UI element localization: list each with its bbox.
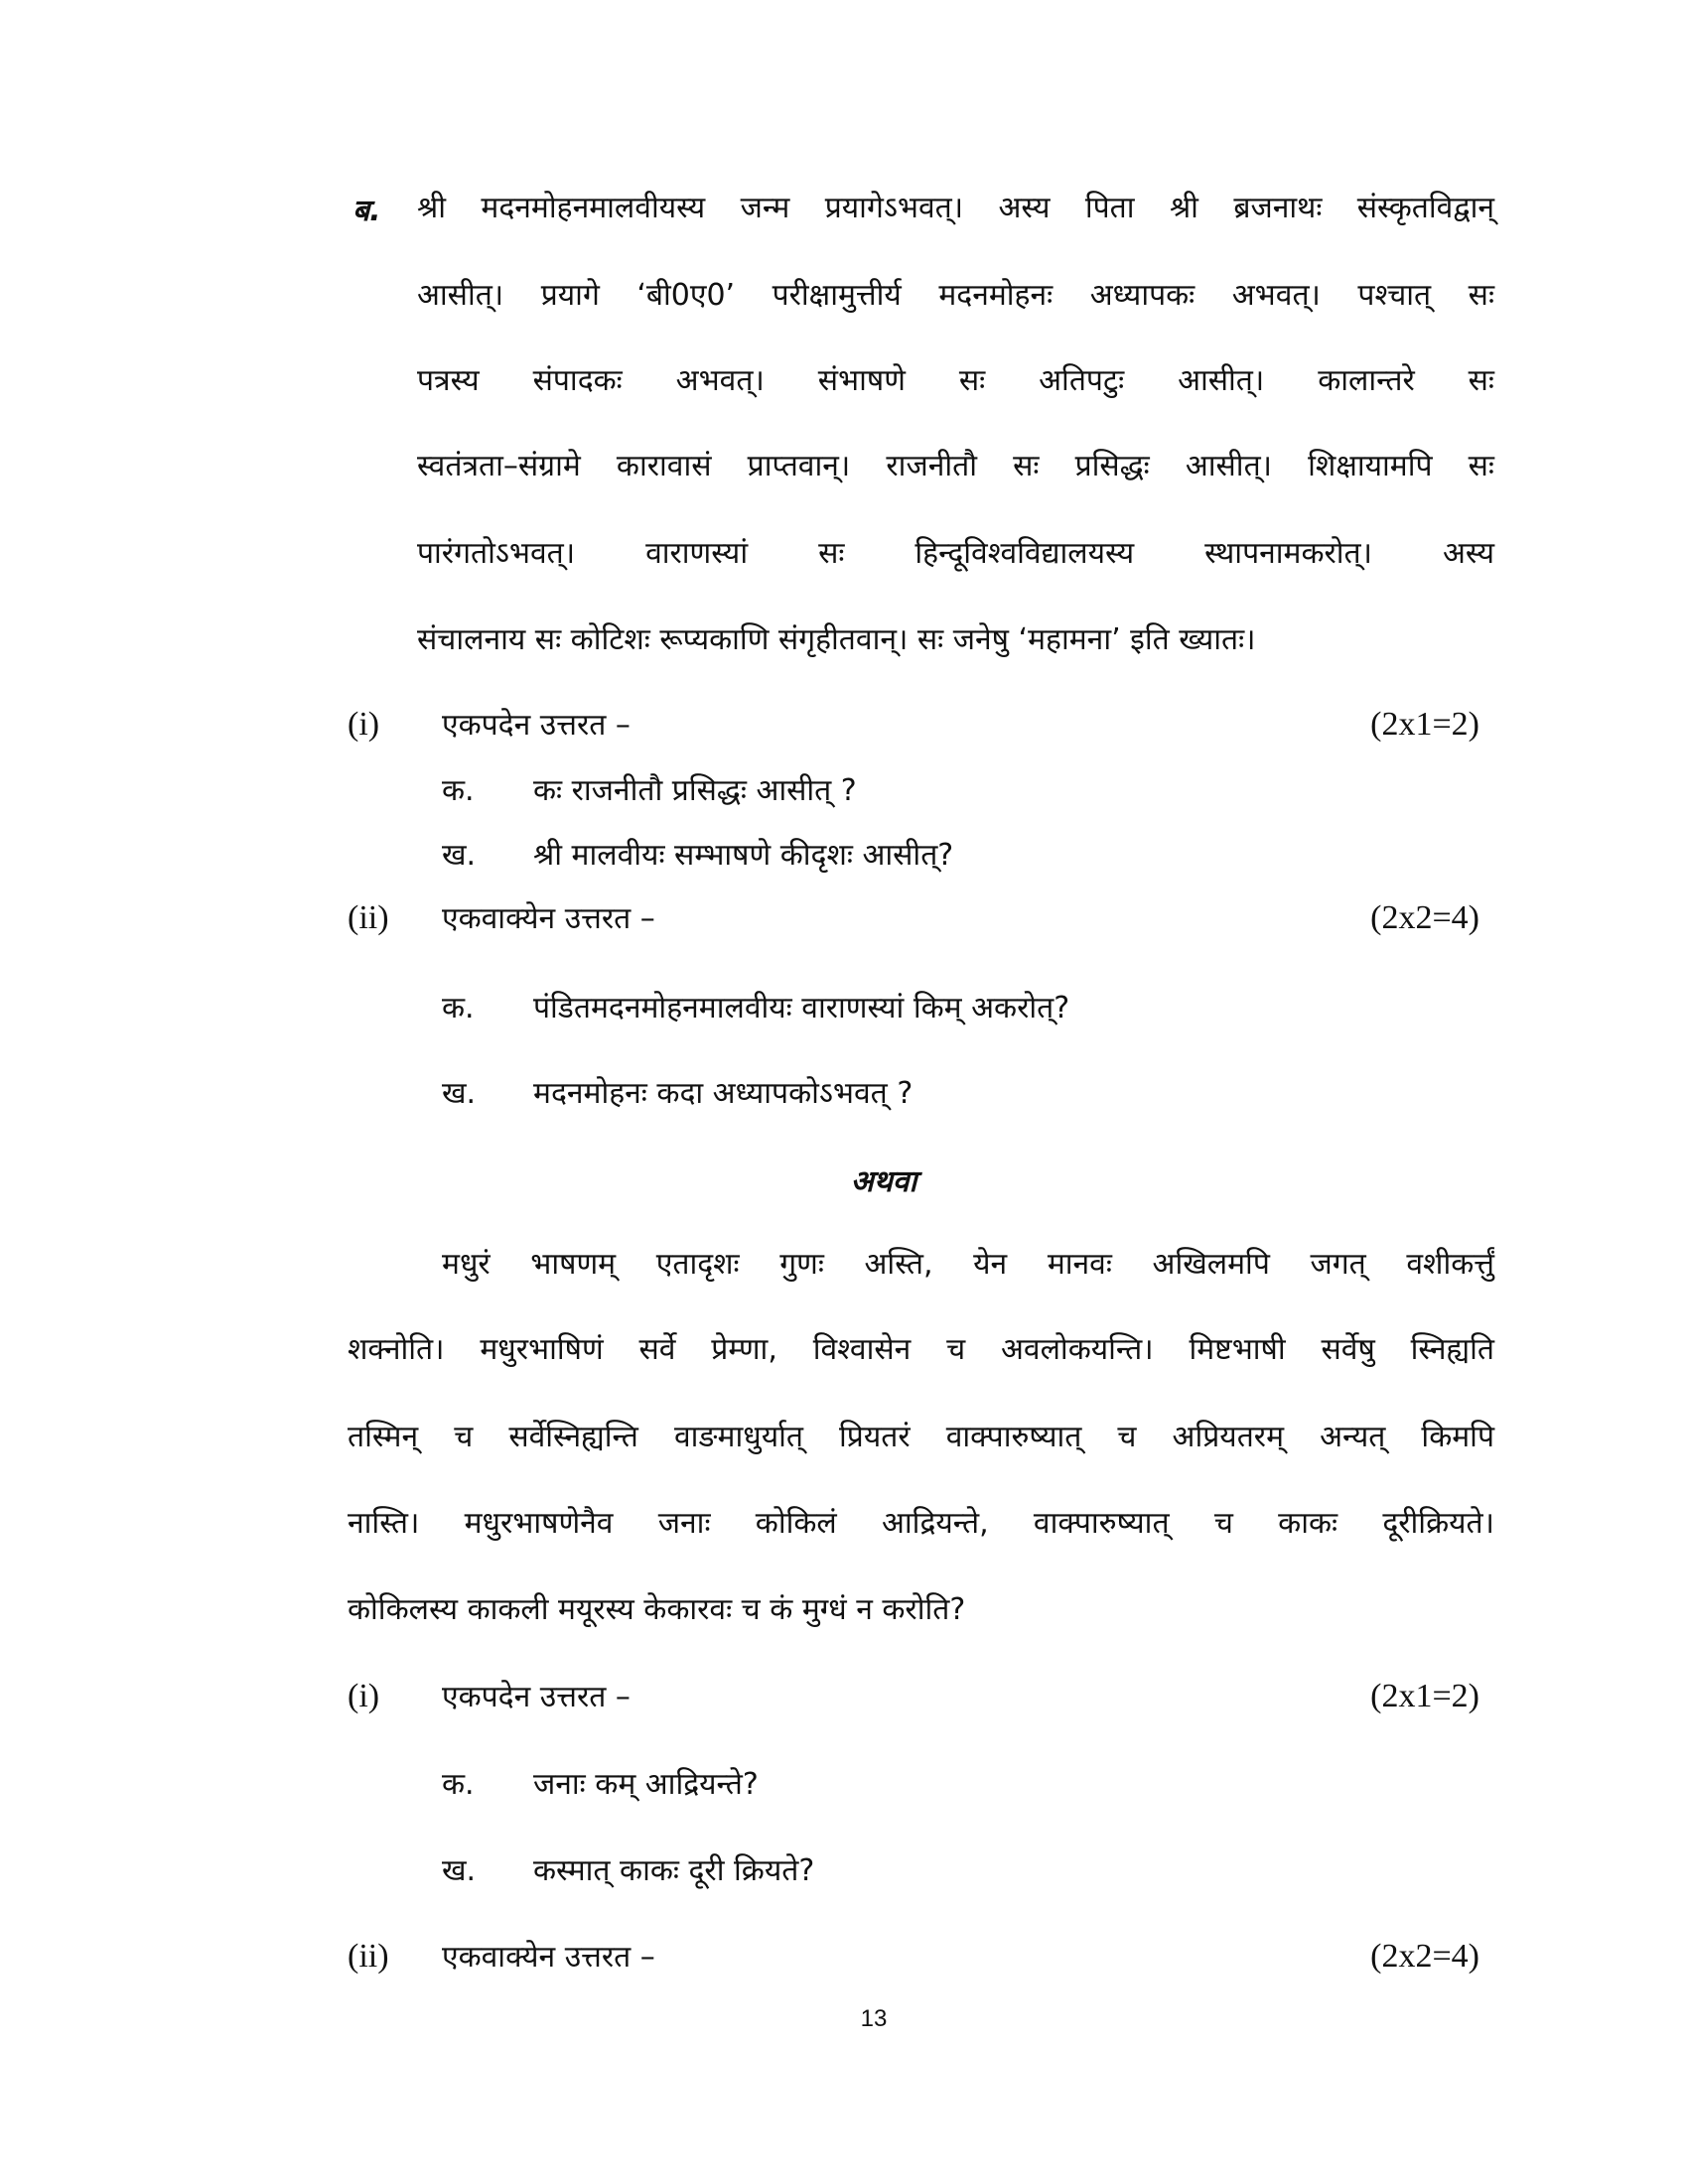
sub-question-label: क. [442,773,475,808]
section-label: ब. [352,194,381,228]
question-marks: (2x2=4) [1370,1938,1479,1975]
passage-line: आसीत्। प्रयागे ‘बी0ए0’ परीक्षामुत्तीर्य मदनमोहनः अध्यापकः अभवत्। पश्चात् सः [417,278,1494,313]
question-number: (i) [348,706,380,743]
sub-question-label: क. [442,1767,475,1802]
sub-question: जनाः कम् आद्रियन्ते? [533,1767,759,1802]
or-heading: अथवा [850,1164,917,1199]
question-instruction: एकपदेन उत्तरत – [442,708,631,743]
passage-line: स्वतंत्रता–संग्रामे कारावासं प्राप्तवान्। राजनीतौ सः प्रसिद्धः आसीत्। शिक्षायामपि सः [417,449,1494,483]
passage-line: मधुरं भाषणम् एतादृशः गुणः अस्ति, येन मानवः अखिलमपि जगत् वशीकर्त्तुं [442,1247,1494,1282]
page-number: 13 [860,2005,888,2032]
question-instruction: एकवाक्येन उत्तरत – [442,901,655,936]
sub-question-label: ख. [442,1853,477,1888]
passage-line: तस्मिन् च सर्वेस्निह्यन्ति वाङमाधुर्यात् प्रियतरं वाक्पारुष्यात् च अप्रियतरम् अन्यत् किमपि [348,1420,1494,1454]
sub-question: मदनमोहनः कदा अध्यापकोऽभवत् ? [533,1076,914,1111]
sub-question-label: ख. [442,1076,477,1111]
question-instruction: एकपदेन उत्तरत – [442,1680,631,1714]
question-marks: (2x2=4) [1370,899,1479,936]
passage-line: कोकिलस्य काकली मयूरस्य केकारवः च कं मुग्धं न करोति? [348,1592,966,1627]
question-marks: (2x1=2) [1370,706,1479,743]
passage-line: संचालनाय सः कोटिशः रूप्यकाणि संगृहीतवान्। सः जनेषु ‘महामना’ इति ख्यातः। [417,622,1256,657]
passage-line: पत्रस्य संपादकः अभवत्। संभाषणे सः अतिपटुः आसीत्। कालान्तरे सः [417,363,1494,398]
passage-line: श्री मदनमोहनमालवीयस्य जन्म प्रयागेऽभवत्। अस्य पिता श्री ब्रजनाथः संस्कृतविद्वान् [417,191,1494,225]
sub-question: कः राजनीतौ प्रसिद्धः आसीत् ? [533,773,857,808]
sub-question: कस्मात् काकः दूरी क्रियते? [533,1853,815,1888]
question-instruction: एकवाक्येन उत्तरत – [442,1940,655,1975]
passage-line: शक्नोति। मधुरभाषिणं सर्वे प्रेम्णा, विश्वासेन च अवलोकयन्ति। मिष्टभाषी सर्वेषु स्निह्यति [348,1332,1494,1367]
sub-question: पंडितमदनमोहनमालवीयः वाराणस्यां किम् अकरोत्? [533,991,1070,1025]
sub-question-label: क. [442,991,475,1025]
passage-line: नास्ति। मधुरभाषणेनैव जनाः कोकिलं आद्रियन्ते, वाक्पारुष्यात् च काकः दूरीक्रियते। [348,1506,1494,1541]
question-marks: (2x1=2) [1370,1678,1479,1714]
sub-question: श्री मालवीयः सम्भाषणे कीदृशः आसीत्? [533,838,954,873]
sub-question-label: ख. [442,838,477,873]
question-number: (i) [348,1678,380,1714]
passage-line: पारंगतोऽभवत्। वाराणस्यां सः हिन्दूविश्वविद्यालयस्य स्थापनामकरोत्। अस्य [417,536,1494,571]
question-number: (ii) [348,1938,389,1975]
question-number: (ii) [348,899,389,936]
